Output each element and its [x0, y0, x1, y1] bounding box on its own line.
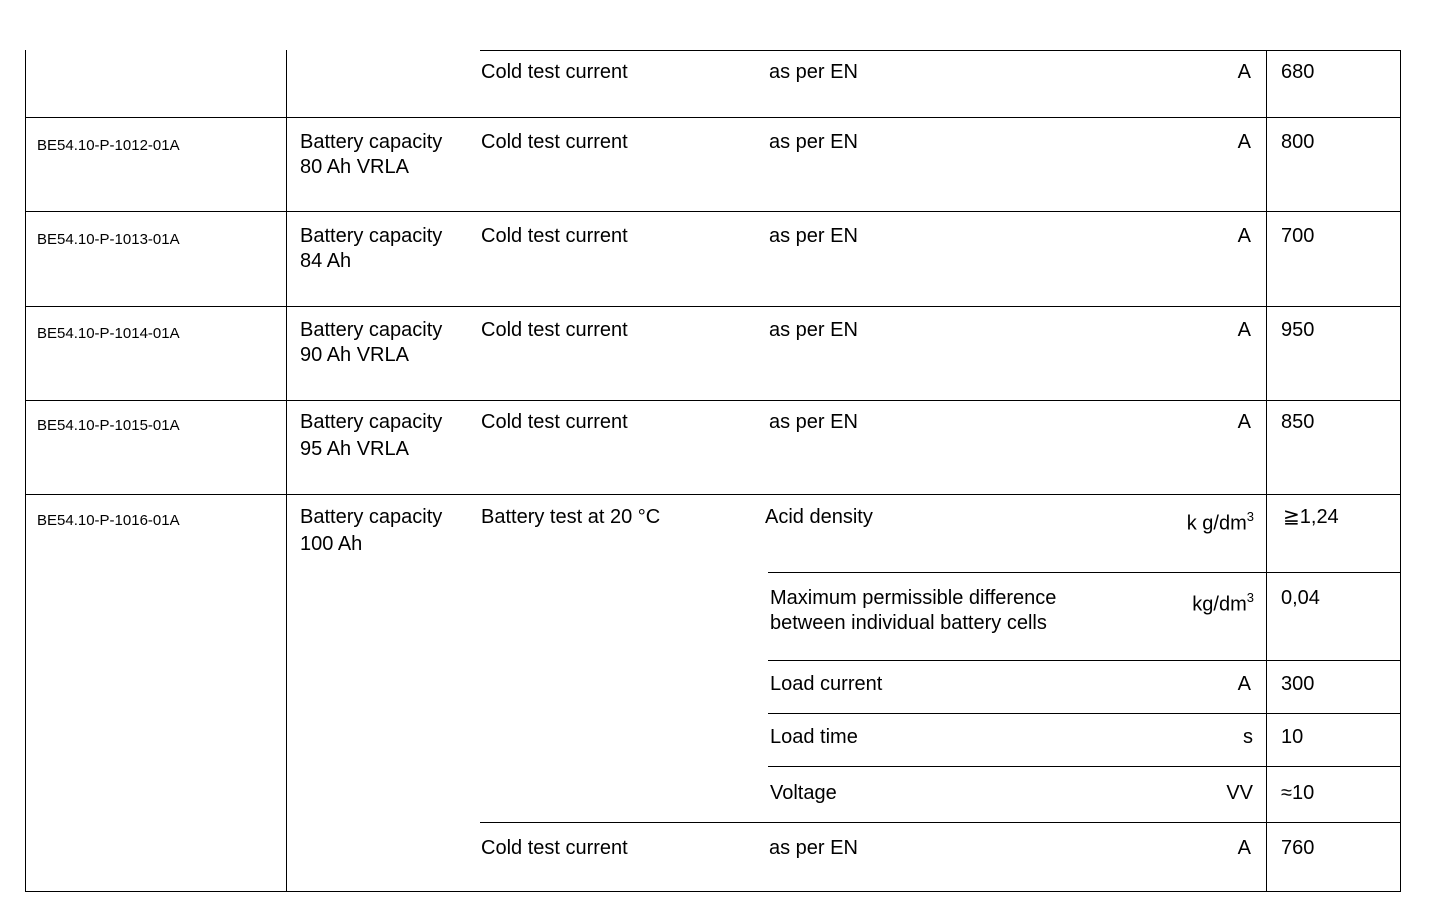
param-line: [768, 713, 1401, 714]
param-name: Load time: [770, 726, 858, 748]
component-line: 84 Ah: [300, 250, 352, 272]
test-cell: Cold test current: [481, 319, 628, 341]
value-cell: 950: [1281, 319, 1315, 341]
param-unit: $kg/dm^3$: [1192, 590, 1254, 616]
row-line: [25, 306, 1401, 307]
code-cell: BE54.10-P-1016-01A: [37, 512, 180, 529]
row-line-bottom: [25, 891, 1401, 892]
param-line: [768, 660, 1401, 661]
component-line: Battery capacity: [300, 319, 443, 341]
value-cell: 800: [1281, 131, 1315, 153]
code-cell: BE54.10-P-1015-01A: [37, 417, 180, 434]
param-unit: s: [1243, 726, 1253, 748]
component-line: Battery capacity: [300, 411, 443, 433]
row-line: [25, 494, 1401, 495]
param-name: Maximum permissible difference: [770, 587, 1057, 609]
row-line: [25, 117, 1401, 118]
condition-cell: as per EN: [769, 411, 858, 433]
value-cell: 680: [1281, 61, 1315, 83]
test-cell: Cold test current: [481, 225, 628, 247]
unit-cell: A: [1237, 837, 1251, 859]
value-cell: 700: [1281, 225, 1315, 247]
row-line-top: [480, 50, 1401, 51]
unit-cell: A: [1237, 319, 1251, 341]
test-cell: Cold test current: [481, 837, 628, 859]
param-line: [768, 572, 1401, 573]
param-value: 300: [1281, 673, 1315, 695]
component-line: Battery capacity: [300, 225, 443, 247]
row-line: [25, 400, 1401, 401]
param-unit: A: [1237, 673, 1251, 695]
condition-cell: as per EN: [769, 319, 858, 341]
param-value: 0,04: [1281, 587, 1320, 609]
param-unit: k $g/dm^3$: [1186, 509, 1254, 535]
component-line: 100 Ah: [300, 533, 363, 555]
value-cell: 850: [1281, 411, 1315, 433]
unit-cell: A: [1237, 131, 1251, 153]
condition-cell: as per EN: [769, 225, 858, 247]
component-line: 80 Ah VRLA: [300, 156, 409, 178]
unit-cell: A: [1237, 411, 1251, 433]
component-line: 90 Ah VRLA: [300, 344, 409, 366]
component-line: 95 Ah VRLA: [300, 438, 409, 460]
param-line: [480, 822, 1401, 823]
param-name: Load current: [770, 673, 883, 695]
param-value: 10: [1281, 726, 1304, 748]
test-cell: Cold test current: [481, 131, 628, 153]
test-cell: Cold test current: [481, 411, 628, 433]
test-cell: Cold test current: [481, 61, 628, 83]
unit-cell: A: [1237, 225, 1251, 247]
param-value: ≈10: [1281, 782, 1315, 804]
param-value: ≧1,24: [1283, 506, 1339, 528]
test-cell: Battery test at 20 °C: [481, 506, 661, 528]
value-cell: 760: [1281, 837, 1315, 859]
divider-code-component: [286, 50, 287, 892]
param-line: [768, 766, 1401, 767]
code-cell: BE54.10-P-1013-01A: [37, 231, 180, 248]
condition-cell: as per EN: [769, 61, 858, 83]
param-unit: VV: [1226, 782, 1253, 804]
param-name: between individual battery cells: [770, 612, 1047, 634]
component-line: Battery capacity: [300, 506, 443, 528]
condition-cell: as per EN: [769, 837, 858, 859]
border-left: [25, 50, 26, 892]
code-cell: BE54.10-P-1014-01A: [37, 325, 180, 342]
condition-cell: as per EN: [769, 131, 858, 153]
row-line: [25, 211, 1401, 212]
param-name: Voltage: [770, 782, 837, 804]
param-name: Acid density: [765, 506, 873, 528]
code-cell: BE54.10-P-1012-01A: [37, 137, 180, 154]
component-line: Battery capacity: [300, 131, 443, 153]
unit-cell: A: [1237, 61, 1251, 83]
